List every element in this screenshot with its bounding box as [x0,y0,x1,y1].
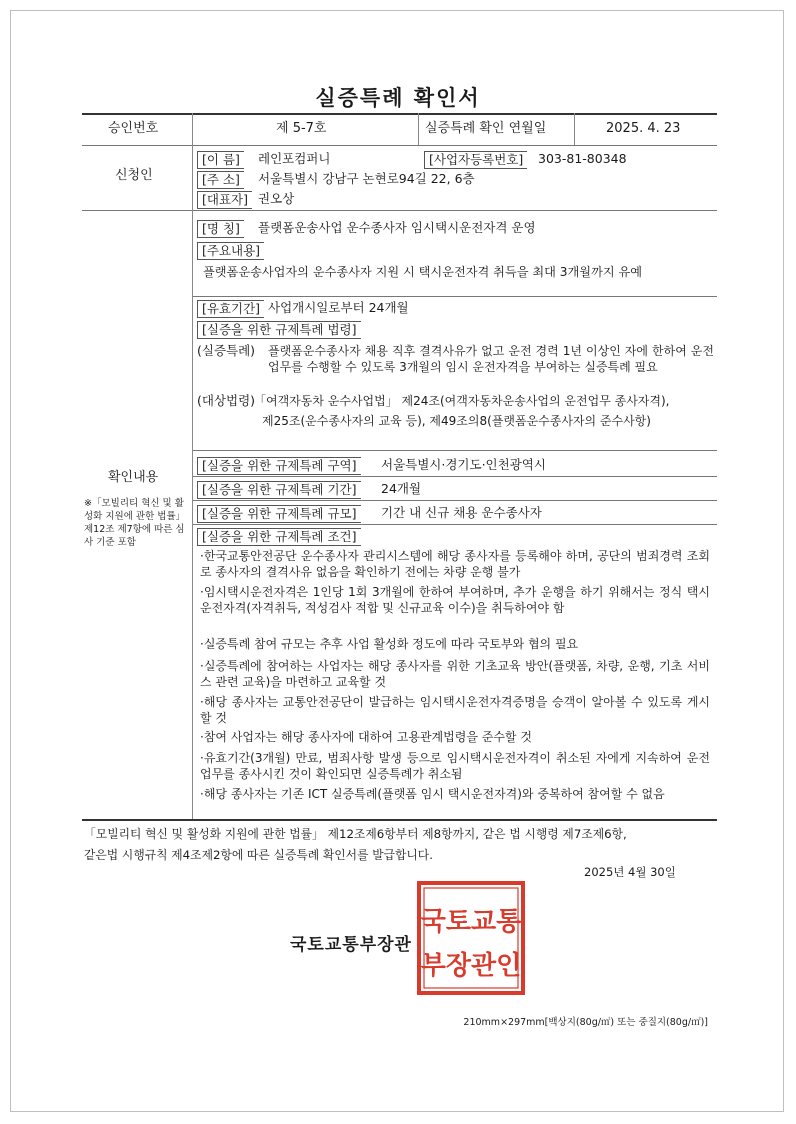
section-rule-cond [193,524,717,525]
scale: 기간 내 신규 채용 운수종사자 [381,505,542,520]
applicant-bizno-label: [사업자등록번호] [424,151,527,169]
table-rule-applicant [82,210,717,211]
seal-text-top: 국토교통 [420,907,522,937]
condition-item: ·임시택시운전자격은 1인당 1회 3개월에 한하여 부여하며, 추가 운행을 하기 위해서는 정식 택시운전자격(자격취득, 적성검사 적합 및 신규교육 이수)을 취득하여야 함 [200,585,710,615]
condition-item: ·해당 종사자는 교통안전공단이 발급하는 임시택시운전자격증명을 승객이 알아볼 수 있도록 게시할 것 [200,695,710,725]
applicant-bizno: 303-81-80348 [538,151,627,166]
target-line2: 제25조(운수종사자의 교육 등), 제49조의8(플랫폼운수종사자의 준수사항) [262,414,651,428]
issuer-name: 국토교통부장관 [290,935,412,955]
scale-label: [실증을 위한 규제특례 규모] [197,505,361,523]
official-seal-icon [416,880,526,996]
paper-spec: 210mm×297mm[백상지(80g/㎡) 또는 중질지(80g/㎡)] [463,1017,708,1028]
condition-item: ·참여 사업자는 해당 종사자에 대하여 고용관계법령을 준수할 것 [200,730,532,744]
section-rule-area [193,450,717,451]
applicant-rep-label: [대표자] [197,191,252,209]
confirm-date-label: 실증특례 확인 연월일 [425,121,547,136]
section-rule-term [193,476,717,477]
closing-line1: 「모빌리티 혁신 및 활성화 지원에 관한 법률」 제12조제6항부터 제8항까지, 같은 법 시행령 제7조제6항, [84,827,627,841]
table-rule-approval [82,145,717,146]
section-rule-scale [193,500,717,501]
table-bottom-rule [82,819,717,821]
period: 사업개시일로부터 24개월 [268,300,409,315]
confirm-date: 2025. 4. 23 [606,121,681,136]
closing-line2: 같은법 시행규칙 제4조제2항에 따른 실증특례 확인서를 발급합니다. [84,848,433,862]
document-title: 실증특례 확인서 [315,86,481,110]
area: 서울특별시·경기도·인천광역시 [381,457,546,472]
period-label: [유효기간] [197,300,264,318]
confirm-section-note: ※「모빌리티 혁신 및 활성화 지원에 관한 법률」 제12조 제7항에 따른 심사 기준 포함 [84,498,186,548]
issue-date: 2025년 4월 30일 [584,865,676,879]
cond-label: [실증을 위한 규제특례 조건] [197,528,361,546]
main-content: 플랫폼운송사업자의 운수종사자 지원 시 택시운전자격 취득을 최대 3개월까지 유예 [203,265,643,279]
applicant-rep: 권오상 [258,191,295,206]
main-label: [주요내용] [197,242,264,260]
condition-item: ·해당 종사자는 기존 ICT 실증특례(플랫폼 임시 택시운전자격)와 중복하여 참여할 수 없음 [200,787,665,801]
special-label: (실증특례) [197,343,256,358]
target-label: (대상법령) [197,393,256,408]
applicant-name: 레인포컴퍼니 [258,151,331,166]
condition-item: ·실증특례 참여 규모는 추후 사업 활성화 정도에 따라 국토부와 협의 필요 [200,637,579,651]
law-label: [실증을 위한 규제특례 법령] [197,321,361,339]
applicant-section-label: 신청인 [115,168,153,183]
confirm-section-label: 확인내용 [108,470,159,485]
table-col-divider-date2 [574,113,575,145]
section-rule-period [193,296,717,297]
special-text: 플랫폼운수종사자 채용 직후 결격사유가 없고 운전 경력 1년 이상인 자에 한하여 운전업무를 수행할 수 있도록 3개월의 임시 운전자격을 부여하는 실증특례 필요 [268,344,714,374]
table-top-rule [82,113,717,115]
table-col-divider [192,113,193,819]
condition-item: ·유효기간(3개월) 만료, 범죄사항 발생 등으로 임시택시운전자격이 취소된 자에게 지속하여 운전업무를 종사시킨 것이 확인되면 실증특례가 취소됨 [200,751,710,781]
applicant-address-label: [주 소] [197,171,244,189]
approval-label: 승인번호 [108,121,159,136]
applicant-name-label: [이 름] [197,151,244,169]
target-line1: 「여객자동차 운수사업법」 제24조(여객자동차운송사업의 운전업무 종사자격), [254,394,670,408]
item-name: 플랫폼운송사업 운수종사자 임시택시운전자격 운영 [258,220,536,235]
condition-item: ·한국교통안전공단 운수종사자 관리시스템에 해당 종사자를 등록해야 하며, 공단의 범죄경력 조회로 종사자의 결격사유 없음을 확인하기 전에는 차량 운행 불가 [200,549,710,579]
term: 24개월 [381,481,422,496]
condition-item: ·실증특례에 참여하는 사업자는 해당 종사자를 위한 기초교육 방안(플랫폼, 차량, 운행, 기초 서비스 관련 교육)을 마련하고 교육할 것 [200,659,710,689]
table-col-divider-date [418,113,419,145]
seal-text-bottom: 부장관인 [420,951,522,981]
item-name-label: [명 칭] [197,220,244,238]
term-label: [실증을 위한 규제특례 기간] [197,481,361,499]
approval-number: 제 5-7호 [276,121,327,136]
area-label: [실증을 위한 규제특례 구역] [197,457,361,475]
applicant-address: 서울특별시 강남구 논현로94길 22, 6층 [258,171,475,186]
